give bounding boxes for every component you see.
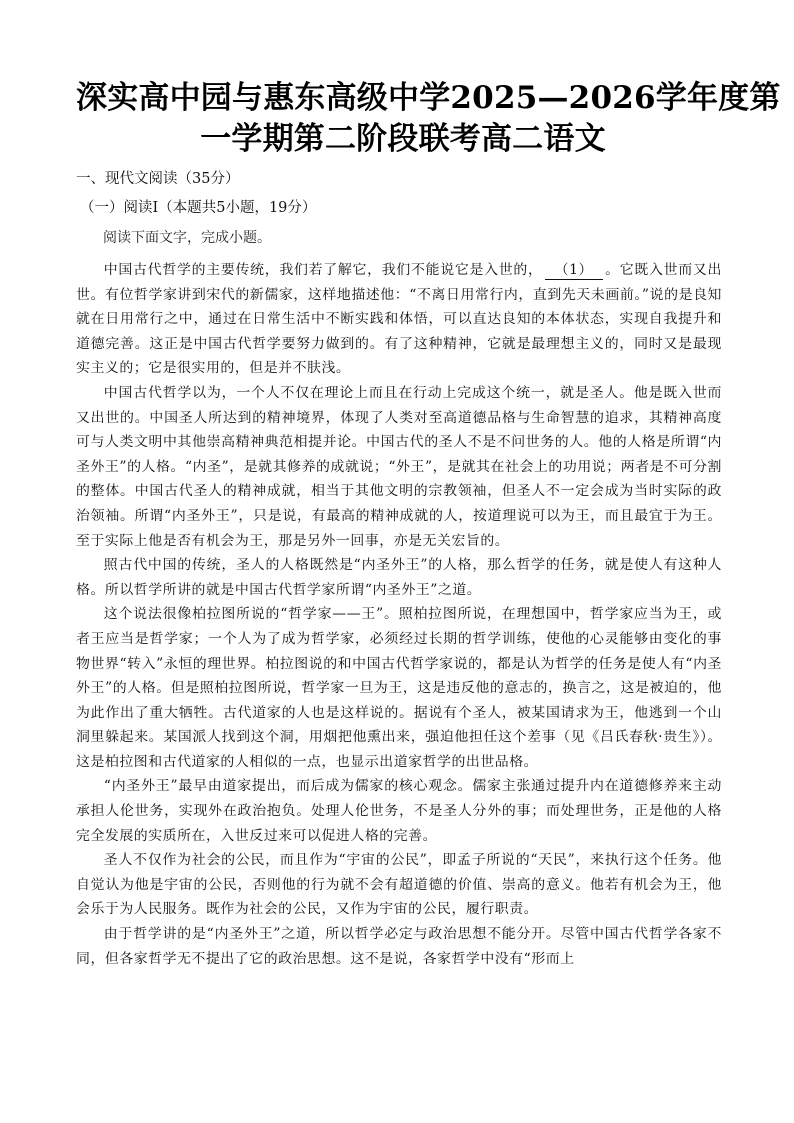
paragraph-5: “内圣外王”最早由道家提出，而后成为儒家的核心观念。儒家主张通过提升内在道德修养来主动承担人伦世务，实现外在政治抱负。处理人伦世务，不是圣人分外的事；而处理世务，正是他的人格完全发展的实质所在，入世反过来可以促进人格的完善。 [76,778,722,844]
reading-instruction: 阅读下面文字，完成小题。 [103,230,271,246]
paragraph-1 [76,258,722,381]
paragraph-4: 这个说法很像柏拉图所说的“哲学家——王”。照柏拉图所说，在理想国中，哲学家应当为王，或者王应当是哲学家；一个人为了成为哲学家，必须经过长期的哲学训练，使他的心灵能够由变化的事物世界“转入”永恒的理世界。柏拉图说的和中国古代哲学家说的，都是认为哲学的任务是使人有“内圣外王”的人格。但是照柏拉图所说，哲学家一旦为王，这是违反他的意志的，换言之，这是被迫的，他为此作出了重大牺牲。古代道家的人也是这样说的。据说有个圣人，被某国请求为王，他逃到一个山洞里躲起来。某国派人找到这个洞，用烟把他熏出来，强迫他担任这个差事（见《吕氏春秋·贵生》）。这是柏拉图和古代道家的人相似的一点，也显示出道家哲学的出世品格。 [76,606,722,770]
reading-passage [76,258,722,971]
subsection-heading: （一）阅读Ⅰ（本题共5小题，19分） [80,200,317,216]
title-line-1: 深实高中园与惠东高级中学2025—2026学年度第 [76,80,781,116]
paragraph-7: 由于哲学讲的是“内圣外王”之道，所以哲学必定与政治思想不能分开。尽管中国古代哲学各家不同，但各家哲学无不提出了它的政治思想。这不是说，各家哲学中没有“形而上 [76,926,722,967]
paragraph-1-text-end: 。它既入世而又出世。有位哲学家讲到宋代的新儒家，这样地描述他：“不离日用常行内，直到先天未画前。”说的是良知就在日用常行之中，通过在日常生活中不断实践和体悟，可以直达良知的本体状态，实现自我提升和道德完善。这正是中国古代哲学要努力做到的。有了这种精神，它就是最理想主义的，同时又是最现实主义的；它是很实用的，但是并不肤浅。 [76,262,722,377]
paragraph-6: 圣人不仅作为社会的公民，而且作为“宇宙的公民”，即孟子所说的“天民”，来执行这个任务。他自觉认为他是宇宙的公民，否则他的行为就不会有超道德的价值、崇高的意义。他若有机会为王，他会乐于为人民服务。既作为社会的公民，又作为宇宙的公民，履行职责。 [76,852,722,918]
paragraph-1-text-start: 中国古代哲学的主要传统，我们若了解它，我们不能说它是入世的， [103,262,543,278]
fill-in-blank-1: （1） [545,261,603,280]
section-heading: 一、现代文阅读（35分） [76,171,240,187]
paragraph-2: 中国古代哲学以为，一个人不仅在理论上而且在行动上完成这个统一，就是圣人。他是既入世而又出世的。中国圣人所达到的精神境界，体现了人类对至高道德品格与生命智慧的追求，其精神高度可与人类文明中其他崇高精神典范相提并论。中国古代的圣人不是不问世务的人。他的人格是所谓“内圣外王”的人格。“内圣”，是就其修养的成就说；“外王”，是就其在社会上的功用说；两者是不可分割的整体。中国古代圣人的精神成就，相当于其他文明的宗教领袖，但圣人不一定会成为当时实际的政治领袖。所谓“内圣外王”，只是说，有最高的精神成就的人，按道理说可以为王，而且最宜于为王。至于实际上他是否有机会为王，那是另外一回事，亦是无关宏旨的。 [76,384,722,549]
title-line-2: 一学期第二阶段联考高二语文 [200,121,606,157]
document-title [76,78,781,160]
paragraph-3: 照古代中国的传统，圣人的人格既然是“内圣外王”的人格，那么哲学的任务，就是使人有这种人格。所以哲学所讲的就是中国古代哲学家所谓“内圣外王”之道。 [76,557,722,598]
